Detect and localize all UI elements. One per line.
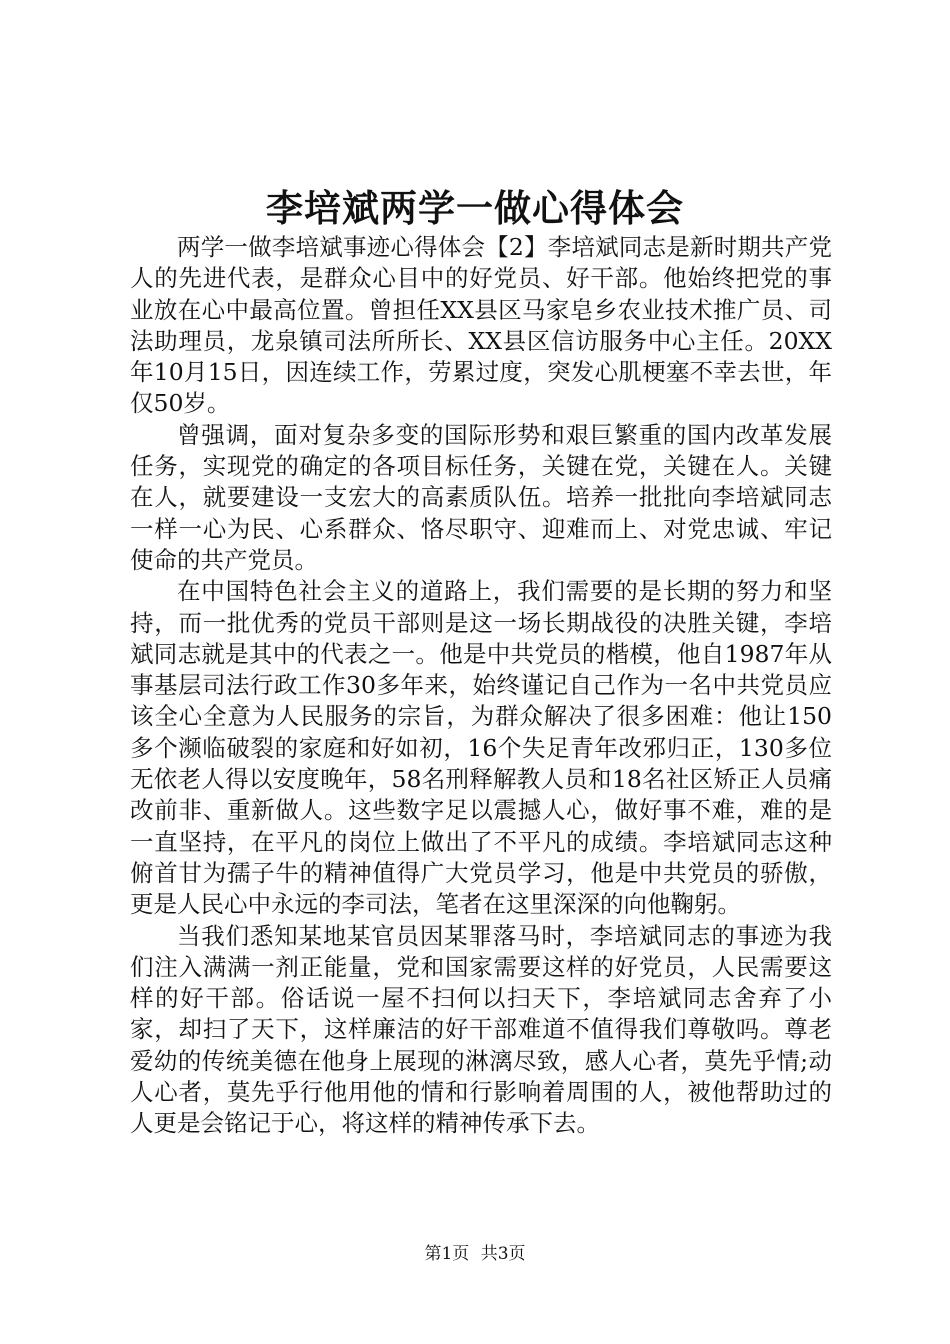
paragraph: 曾强调，面对复杂多变的国际形势和艰巨繁重的国内改革发展任务，实现党的确定的各项目标任务，关键在党，关键在人。关键在人，就要建设一支宏大的高素质队伍。培养一批批向李培斌同志一样一心为民、心系群众、恪尽职守、迎难而上、对党忠诚、牢记使命的共产党员。 xyxy=(130,420,832,574)
page-footer xyxy=(0,1242,950,1266)
paragraph: 在中国特色社会主义的道路上，我们需要的是长期的努力和坚持，而一批优秀的党员干部则是这一场长期战役的决胜关键，李培斌同志就是其中的代表之一。他是中共党员的楷模，他自1987年从事基层司法行政工作30多年来，始终谨记自己作为一名中共党员应该全心全意为人民服务的宗旨，为群众解决了很多困难：他让150多个濒临破裂的家庭和好如初，16个失足青年改邪归正，130多位无依老人得以安度晚年，58名刑释解教人员和18名社区矫正人员痛改前非、重新做人。这些数字足以震撼人心，做好事不难，难的是一直坚持，在平凡的岗位上做出了不平凡的成绩。李培斌同志这种俯首甘为孺子牛的精神值得广大党员学习，他是中共党员的骄傲，更是人民心中永远的李司法，笔者在这里深深的向他鞠躬。 xyxy=(130,577,832,919)
paragraph: 当我们悉知某地某官员因某罪落马时，李培斌同志的事迹为我们注入满满一剂正能量，党和国家需要这样的好党员，人民需要这样的好干部。俗话说一屋不扫何以扫天下，李培斌同志舍弃了小家，却扫了天下，这样廉洁的好干部难道不值得我们尊敬吗。尊老爱幼的传统美德在他身上展现的淋漓尽致，感人心者，莫先乎情;动人心者，莫先乎行他用他的情和行影响着周围的人，被他帮助过的人更是会铭记于心，将这样的精神传承下去。 xyxy=(130,921,832,1138)
page-number: 第1页 xyxy=(424,1244,470,1264)
page-title: 李培斌两学一做心得体会 xyxy=(266,186,684,230)
page-total: 共3页 xyxy=(480,1244,526,1264)
paragraph: 两学一做李培斌事迹心得体会【2】李培斌同志是新时期共产党人的先进代表，是群众心目中的好党员、好干部。他始终把党的事业放在心中最高位置。曾担任XX县区马家皂乡农业技术推广员、司法助理员，龙泉镇司法所所长、XX县区信访服务中心主任。20XX年10月15日，因连续工作，劳累过度，突发心肌梗塞不幸去世，年仅50岁。 xyxy=(130,233,832,418)
document-body xyxy=(130,232,832,1140)
